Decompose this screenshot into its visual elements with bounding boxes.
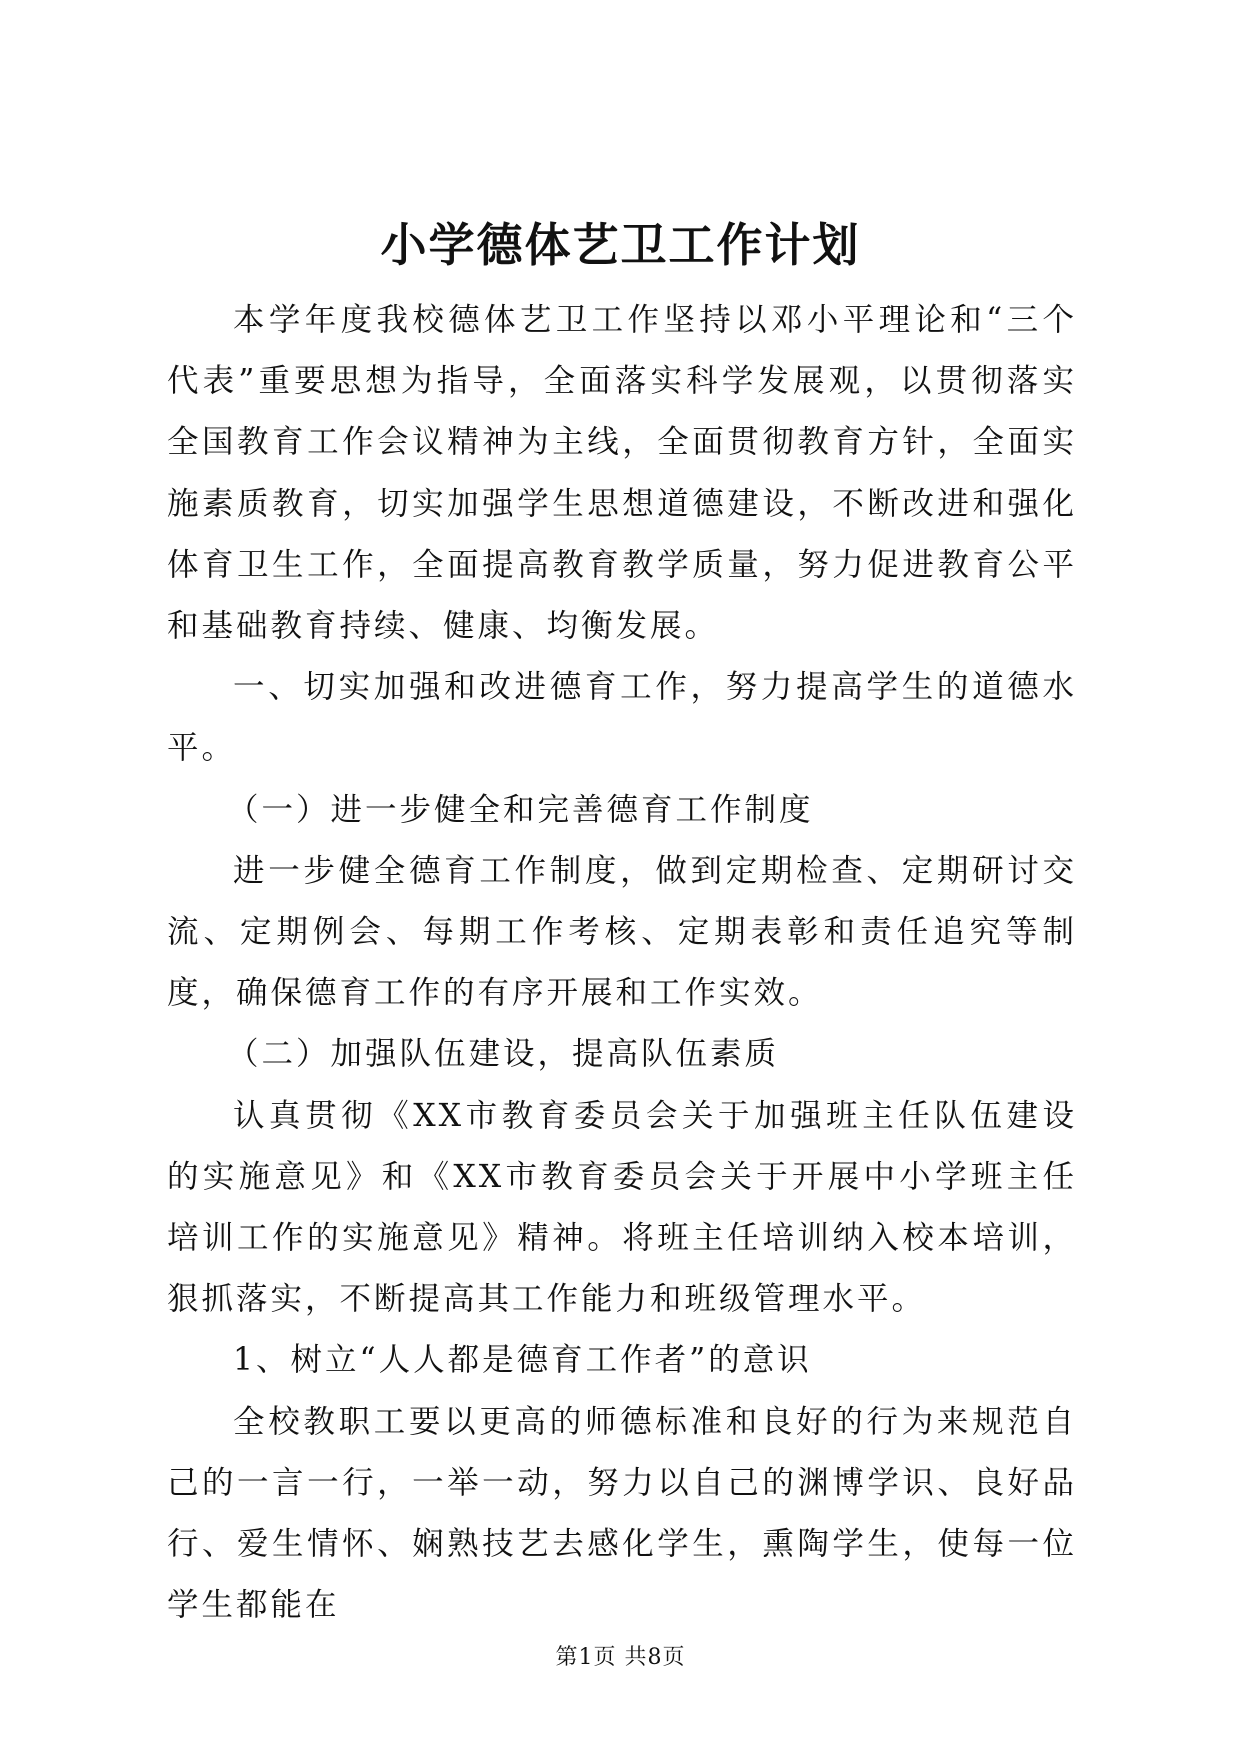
section-heading-1: 一、切实加强和改进德育工作，努力提高学生的道德水平。 (167, 669, 1077, 767)
body-paragraph-1: 进一步健全德育工作制度，做到定期检查、定期研讨交流、定期例会、每期工作考核、定期表彰和责任追究等制度，确保德育工作的有序开展和工作实效。 (167, 852, 1077, 1012)
body-paragraph-2: 认真贯彻《XX市教育委员会关于加强班主任队伍建设的实施意见》和《XX市教育委员会关于开展中小学班主任培训工作的实施意见》精神。将班主任培训纳入校本培训，狠抓落实，不断提高其工作能力和班级管理水平。 (167, 1097, 1077, 1318)
subsection-heading-1: （一）进一步健全和完善德育工作制度 (227, 791, 814, 828)
page-footer: 第1页 共8页 (555, 1645, 686, 1670)
subsection-heading-2: （二）加强队伍建设，提高队伍素质 (227, 1036, 780, 1073)
document-body (167, 290, 1077, 1636)
numbered-heading-1: 1、树立“人人都是德育工作者”的意识 (233, 1342, 812, 1379)
intro-paragraph: 本学年度我校德体艺卫工作坚持以邓小平理论和“三个代表”重要思想为指导，全面落实科学发展观，以贯彻落实全国教育工作会议精神为主线，全面贯彻教育方针，全面实施素质教育，切实加强学生思想道德建设，不断改进和强化体育卫生工作，全面提高教育教学质量，努力促进教育公平和基础教育持续、健康、均衡发展。 (167, 302, 1077, 645)
page-title: 小学德体艺卫工作计划 (380, 218, 861, 272)
body-paragraph-3: 全校教职工要以更高的师德标准和良好的行为来规范自己的一言一行，一举一动，努力以自己的渊博学识、良好品行、爱生情怀、娴熟技艺去感化学生，熏陶学生，使每一位学生都能在 (167, 1403, 1077, 1624)
